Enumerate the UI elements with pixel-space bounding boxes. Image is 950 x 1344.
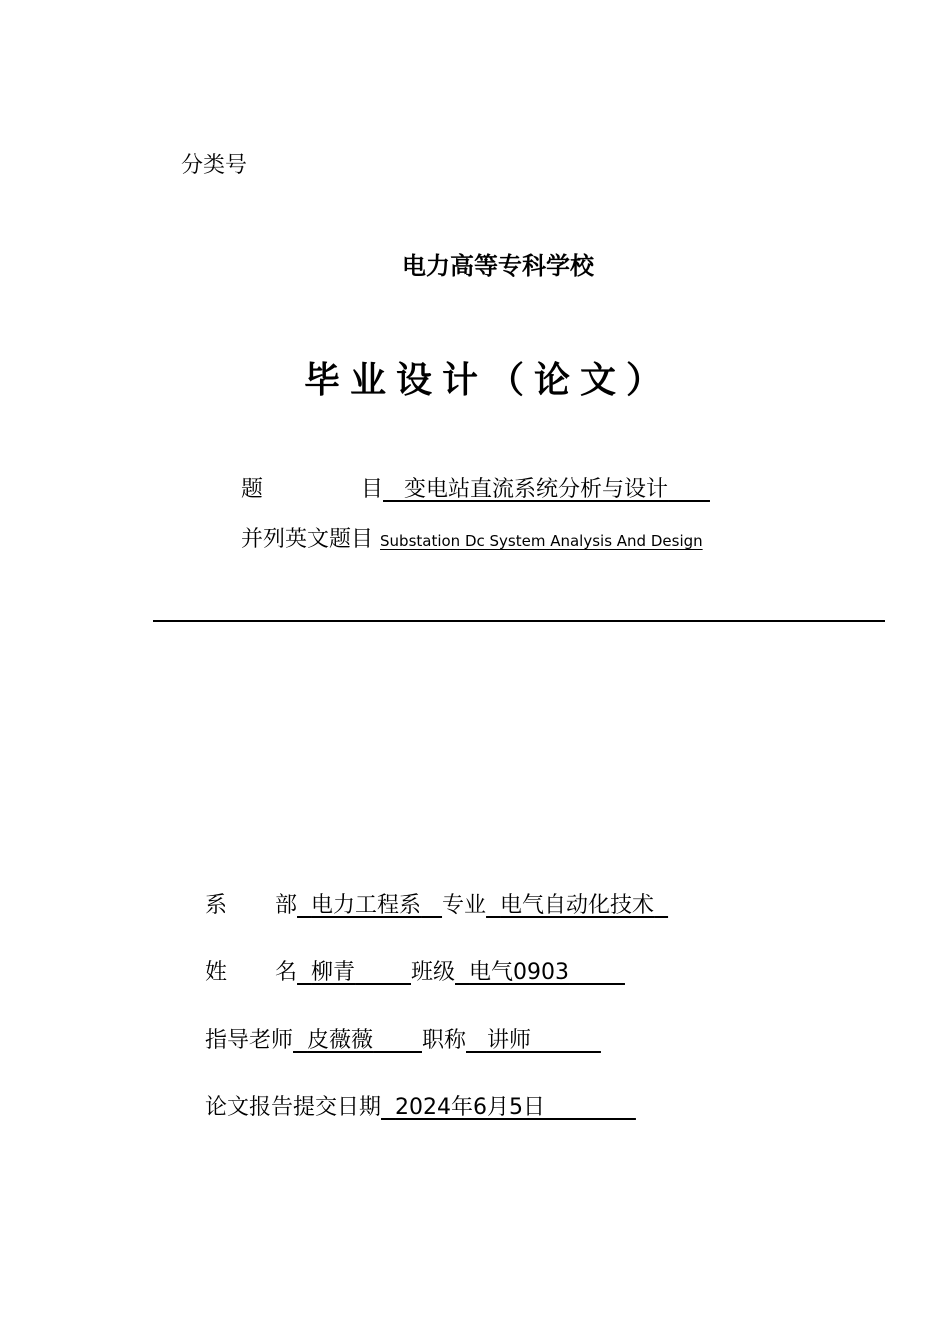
divider-line — [153, 620, 885, 622]
title-label-right: 目 — [361, 477, 384, 502]
title-value: 变电站直流系统分析与设计 — [404, 477, 669, 502]
department-field — [297, 893, 442, 918]
name-field — [297, 960, 411, 985]
professional-title-label: 职称 — [421, 1028, 466, 1053]
submission-date-label: 论文报告提交日期 — [205, 1095, 382, 1120]
major-label: 专业 — [442, 893, 487, 918]
submission-date-value: 2024年6月5日 — [395, 1095, 545, 1120]
major-value: 电气自动化技术 — [500, 893, 655, 918]
student-name-value: 柳青 — [311, 960, 356, 985]
advisor-row — [205, 1023, 601, 1054]
english-title-row — [241, 522, 703, 553]
class-field — [455, 960, 625, 985]
title-field — [383, 477, 710, 502]
advisor-label: 指导老师 — [205, 1028, 294, 1053]
department-row — [205, 888, 668, 919]
major-field — [486, 893, 668, 918]
thesis-title-row — [241, 472, 710, 503]
english-title-value: Substation Dc System Analysis And Design — [380, 532, 703, 550]
submission-date-field — [381, 1095, 636, 1120]
submission-date-row — [205, 1090, 636, 1121]
department-label-1: 系 — [205, 893, 228, 918]
class-label: 班级 — [411, 960, 456, 985]
department-value: 电力工程系 — [311, 893, 422, 918]
department-label-2: 部 — [275, 893, 298, 918]
name-label-1: 姓 — [205, 960, 228, 985]
professional-title-field — [466, 1028, 601, 1053]
advisor-value: 皮薇薇 — [307, 1028, 374, 1053]
document-type-heading: 毕业设计（论文） — [303, 360, 672, 401]
student-name-row — [205, 955, 625, 986]
title-label-left: 题 — [241, 477, 264, 502]
school-name: 电力高等专科学校 — [402, 252, 594, 280]
professional-title-value: 讲师 — [486, 1028, 531, 1053]
name-label-2: 名 — [275, 960, 298, 985]
advisor-field — [293, 1028, 422, 1053]
class-value: 电气0903 — [469, 960, 570, 985]
english-title-label: 并列英文题目 — [241, 527, 374, 552]
classification-label: 分类号 — [181, 153, 248, 178]
